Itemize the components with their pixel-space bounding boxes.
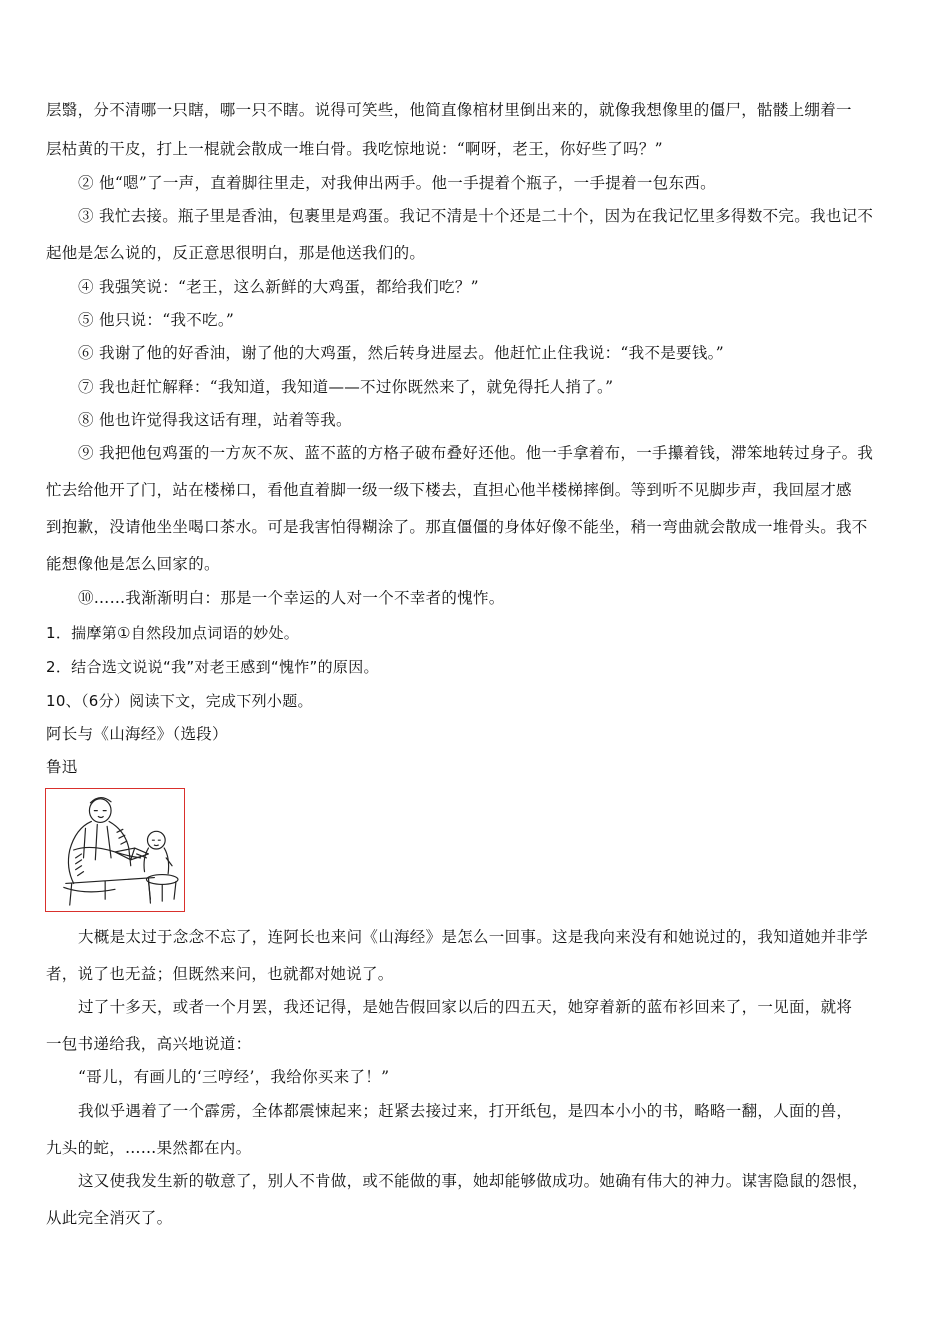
section-10-paragraph-3: “哥儿，有画儿的‘三哼经’，我给你买来了！” [78,1068,390,1086]
section-10-paragraph-1-line-1: 大概是太过于念念不忘了，连阿长也来问《山海经》是怎么一回事。这是我向来没有和她说过的，我知道她并非学 [78,928,869,946]
illustration-frame [45,788,185,912]
excerpt-paragraph-9-line-4: 能想像他是怎么回家的。 [46,555,220,573]
excerpt-paragraph-6: ⑥ 我谢了他的好香油，谢了他的大鸡蛋，然后转身进屋去。他赶忙止住我说：“我不是要钱。” [78,344,724,362]
excerpt-paragraph-8: ⑧ 他也许觉得我这话有理，站着等我。 [78,411,352,429]
section-10-paragraph-5-line-2: 从此完全消灭了。 [46,1209,173,1227]
section-10-heading: 10、（6分）阅读下文，完成下列小题。 [46,692,313,710]
section-10-paragraph-4-line-1: 我似乎遇着了一个霹雳，全体都震悚起来；赶紧去接过来，打开纸包，是四本小小的书，略略一翻，人面的兽， [78,1102,853,1120]
excerpt-paragraph-5: ⑤ 他只说：“我不吃。” [78,311,235,329]
excerpt-paragraph-7: ⑦ 我也赶忙解释：“我知道，我知道——不过你既然来了，就免得托人捎了。” [78,378,614,396]
excerpt-paragraph-2: ② 他“嗯”了一声，直着脚往里走，对我伸出两手。他一手提着个瓶子，一手提着一包东西。 [78,174,716,192]
excerpt-paragraph-10: ⑩……我渐渐明白：那是一个幸运的人对一个不幸者的愧怍。 [78,589,505,607]
excerpt-paragraph-9-line-3: 到抱歉，没请他坐坐喝口茶水。可是我害怕得糊涂了。那直僵僵的身体好像不能坐，稍一弯曲就会散成一堆骨头。我不 [46,518,868,536]
ah-chang-illustration-icon [46,789,184,911]
excerpt-paragraph-9-line-1: ⑨ 我把他包鸡蛋的一方灰不灰、蓝不蓝的方格子破布叠好还他。他一手拿着布，一手攥着钱，滞笨地转过身子。我 [78,444,874,462]
section-10-paragraph-5-line-1: 这又使我发生新的敬意了，别人不肯做，或不能做的事，她却能够做成功。她确有伟大的神力。谋害隐鼠的怨恨， [78,1172,869,1190]
section-10-paragraph-4-line-2: 九头的蛇，……果然都在内。 [46,1139,252,1157]
excerpt-paragraph-1-line-1: 层翳，分不清哪一只瞎，哪一只不瞎。说得可笑些，他简直像棺材里倒出来的，就像我想像里的僵尸，骷髅上绷着一 [46,101,852,119]
section-10-title: 阿长与《山海经》（选段） [46,725,228,743]
section-10-author: 鲁迅 [46,758,78,776]
excerpt-paragraph-4: ④ 我强笑说：“老王，这么新鲜的大鸡蛋，都给我们吃？” [78,278,479,296]
question-1: 1．揣摩第①自然段加点词语的妙处。 [46,624,300,642]
excerpt-paragraph-9-line-2: 忙去给他开了门，站在楼梯口，看他直着脚一级一级下楼去，直担心他半楼梯摔倒。等到听不见脚步声，我回屋才感 [46,481,852,499]
section-10-paragraph-2-line-2: 一包书递给我，高兴地说道： [46,1035,252,1053]
excerpt-paragraph-3-line-1: ③ 我忙去接。瓶子里是香油，包裹里是鸡蛋。我记不清是十个还是二十个，因为在我记忆里多得数不完。我也记不 [78,207,874,225]
section-10-paragraph-1-line-2: 者，说了也无益；但既然来问，也就都对她说了。 [46,965,394,983]
question-2: 2．结合选文说说“我”对老王感到“愧怍”的原因。 [46,658,379,676]
section-10-paragraph-2-line-1: 过了十多天，或者一个月罢，我还记得，是她告假回家以后的四五天，她穿着新的蓝布衫回来了，一见面，就将 [78,998,853,1016]
excerpt-paragraph-3-line-2: 起他是怎么说的，反正意思很明白，那是他送我们的。 [46,244,426,262]
excerpt-paragraph-1-line-2: 层枯黄的干皮，打上一棍就会散成一堆白骨。我吃惊地说：“啊呀，老王，你好些了吗？” [46,140,663,158]
